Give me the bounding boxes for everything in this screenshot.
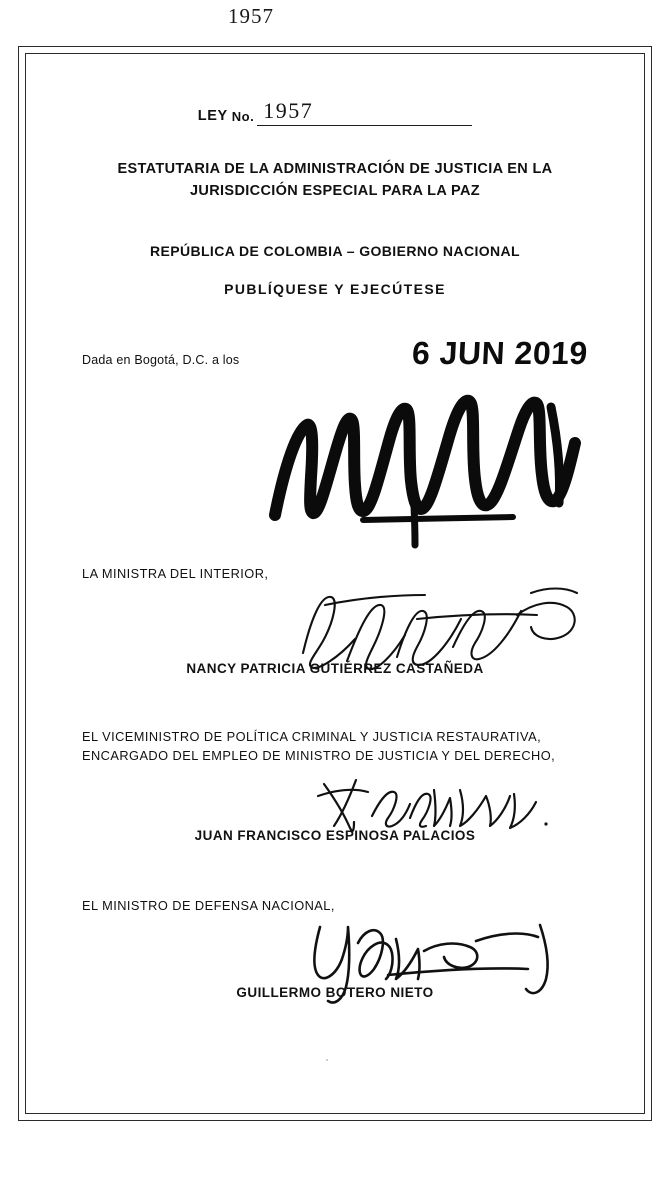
document-title-line-1: ESTATUTARIA DE LA ADMINISTRACIÓN DE JUSTICIA EN LA [117, 161, 553, 177]
document-frame-inner [25, 53, 645, 1114]
publish-line: PUBLÍQUESE Y EJECÚTESE [224, 280, 446, 297]
signatory-name-interior: NANCY PATRICIA GUTIÉRREZ CASTAÑEDA [186, 661, 484, 677]
signatory-role-justice-line-2: ENCARGADO DEL EMPLEO DE MINISTRO DE JUSTICIA Y DEL DERECHO, [82, 748, 556, 764]
place-line: Dada en Bogotá, D.C. a los [82, 352, 240, 367]
signatory-name-defense: GUILLERMO BOTERO NIETO [236, 984, 434, 1000]
president-signature-block [60, 385, 610, 560]
signatory-role-defense: EL MINISTRO DE DEFENSA NACIONAL, [82, 897, 335, 913]
signatory-role-interior: LA MINISTRA DEL INTERIOR, [82, 565, 269, 581]
document-sheet [26, 54, 644, 1113]
document-frame-outer [18, 46, 652, 1121]
date-stamp: 6 JUN 2019 [411, 334, 589, 371]
law-label: LEY [197, 108, 228, 124]
law-no-label: No. [231, 109, 255, 124]
document-title-line-2: JURISDICCIÓN ESPECIAL PARA LA PAZ [189, 183, 481, 200]
signatory-role-justice [82, 727, 610, 765]
law-number-value: 1957 [263, 98, 314, 123]
page-number-stamp: 1957 [228, 4, 274, 28]
signature-block-interior [60, 583, 610, 701]
signatory-name-justice: JUAN FRANCISCO ESPINOSA PALACIOS [194, 827, 476, 843]
signature-block-justice [60, 766, 610, 866]
place-and-date-row [60, 335, 610, 385]
republic-line: REPÚBLICA DE COLOMBIA – GOBIERNO NACIONAL [149, 242, 521, 259]
signatory-role-justice-line-1: EL VICEMINISTRO DE POLÍTICA CRIMINAL Y JUSTICIA RESTAURATIVA, [82, 729, 542, 745]
document-title [60, 158, 610, 203]
handwritten-signature-icon [255, 385, 595, 560]
law-number-field [257, 100, 472, 126]
signature-block-defense [60, 915, 610, 1025]
paper-speck [326, 1059, 328, 1061]
law-number-row [60, 100, 610, 126]
